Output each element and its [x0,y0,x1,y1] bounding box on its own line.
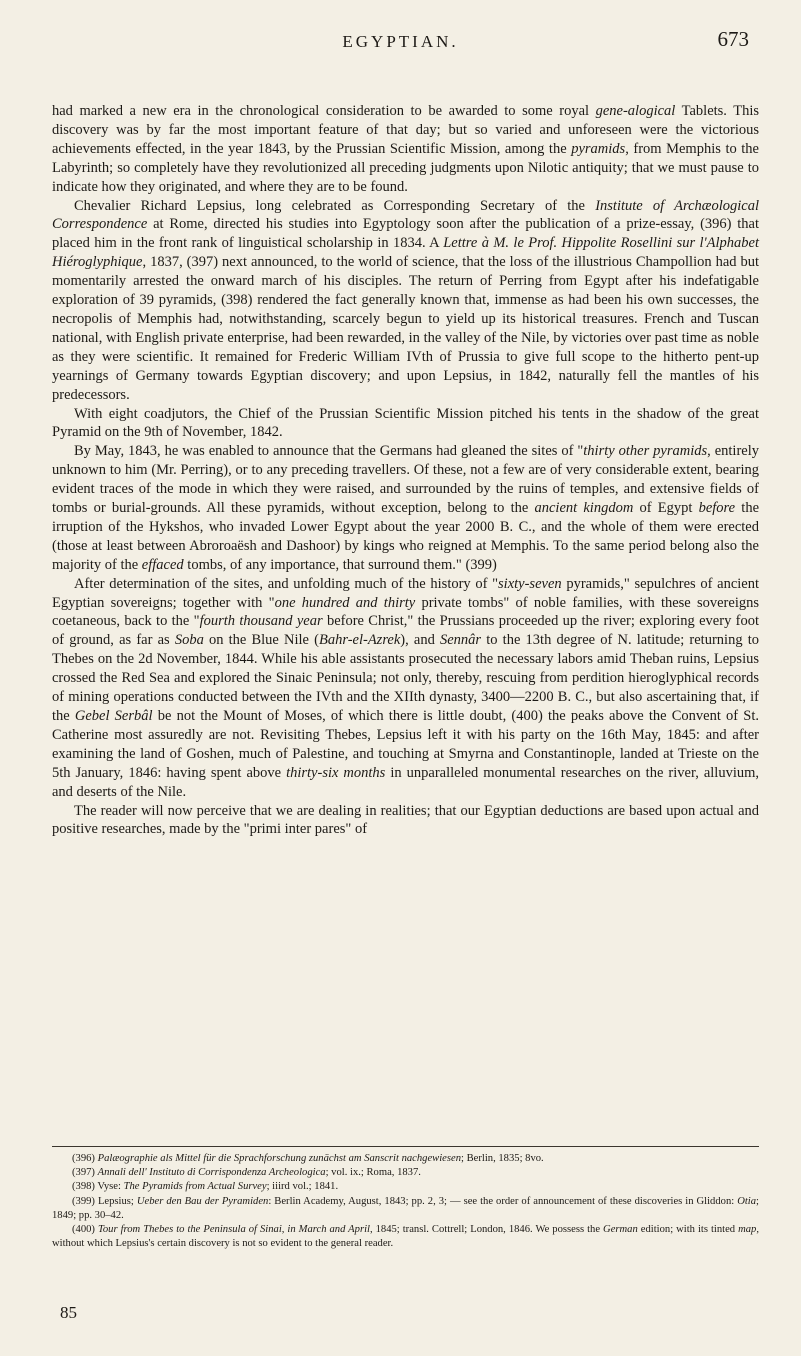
italic-text: Annali dell' Instituto di Corrispondenza Archeologica [97,1167,326,1179]
footnote-400: (400) Tour from Thebes to the Peninsula of Sinai, in March and April, 1845; transl. Cottrell; London, 1846. We possess the German edition; with its tinted map, without which Lepsius's certain discovery is not so evident to the general reader. [52,1224,760,1250]
italic-text: one hundred and thirty [274,594,416,611]
italic-text: Palæographie als Mittel für die Sprachforschung zunächst am Sanscrit nachgewiesen [97,1153,462,1164]
italic-text: Ueber den Bau der Pyramiden [136,1195,269,1207]
footnote-399: (399) Lepsius; Ueber den Bau der Pyramiden: Berlin Academy, August, 1843; pp. 2, 3; — see the order of announcement of these discoveries in Gliddon: Otia; 1849; pp. 30–42. [52,1195,759,1221]
page-number: 673 [717,27,749,51]
italic-text: thirty-six months [286,764,386,781]
italic-text: Soba [174,632,204,649]
italic-text: The Pyramids from Actual Survey [123,1181,267,1193]
paragraph-4: By May, 1843, he was enabled to announce that the Germans had gleaned the sites of "thirty other pyramids, entirely unknown to him (Mr. Perring), or to any preceding travellers. Of these, not a few are of very considerable extent, bearing evident traces of the mode in which they were raised, and surrounded by the ruins of temples, and extensive fields of tombs or burial-grounds. All these pyramids, without exception, belong to the ancient kingdom of Egypt before the irruption of the Hykshos, who invaded Lower Egypt about the year 2000 B. C., and the whole of them were erected (those at least between Abroroaësh and Dashoor) by kings who reigned at Memphis. To the same period belong also the majority of the effaced tombs, of any importance, that surround them." (399) [52,443,760,573]
italic-text: German [603,1224,638,1236]
italic-text: Bahr-el-Azrek [318,632,401,649]
italic-text: sixty-seven [498,575,562,592]
footnotes [52,1152,759,1251]
paragraph-5: After determination of the sites, and unfolding much of the history of "sixty-seven pyramids," sepulchres of ancient Egyptian sovereigns; together with "one hundred and thirty private tombs" of noble families, with these sovereigns coetaneous, back to the "fourth thousand year before Christ," the Prussians proceeded up the river; exploring every foot of ground, as far as Soba on the Blue Nile (Bahr-el-Azrek), and Sennâr to the 13th degree of N. latitude; returning to Thebes on the 2d November, 1844. While his able assistants prosecuted the necessary labors amid Theban ruins, Lepsius crossed the Red Sea and explored the Sinaic Peninsula; not only, thereby, rescuing from perdition hieroglyphical records of mining operations conducted between the IVth and the XIIth dynasty, 3400—2200 B. C., but also ascertaining that, if the Gebel Serbâl be not the Mount of Moses, of which there is little doubt, (400) the peaks above the Convent of St. Catherine most assuredly are not. Revisiting Thebes, Lepsius left it with his party on the 16th May, 1845: and after examining the land of Goshen, much of Palestine, and touching at Smyrna and Constantinople, landed at Trieste on the 5th January, 1846: having spent above thirty-six months in unparalleled monumental researches on the river, alluvium, and deserts of the Nile. [52,575,760,800]
paragraph-2: Chevalier Richard Lepsius, long celebrated as Corresponding Secretary of the Institute of Archæological Correspondence at Rome, directed his studies into Egyptology soon after the publication of a prize-essay, (396) that placed him in the front rank of linguistical scholarship in 1834. A Lettre à M. le Prof. Hippolite Rosellini sur l'Alphabet Hiéroglyphique, 1837, (397) next announced, to the world of science, that the loss of the illustrious Champollion had but momentarily arrested the onward march of his disciples. The return of Perring from Egypt after his indefatigable exploration of 39 pyramids, (398) rendered the fact generally known that, immense as had been his own successes, the necropolis of Memphis had, notwithstanding, scarcely begun to yield up its historical treasures. French and Tuscan national, with English private enterprise, had been rewarded, in the valley of the Nile, by victories over past time as noble as they were scientific. It remained for Frederic William IVth of Prussia to give full scope to the hitherto pent-up yearnings of Germany towards Egyptian discovery; and upon Lepsius, in 1842, naturally fell the mantles of his predecessors. [52,197,759,403]
italic-text: Otia [737,1195,757,1207]
italic-text: Sennâr [440,632,482,649]
paragraph-6: The reader will now perceive that we are dealing in realities; that our Egyptian deductions are based upon actual and positive researches, made by the "primi inter pares" of [52,802,759,838]
italic-text: map [738,1224,757,1236]
italic-text: before [698,500,736,517]
signature-mark: 85 [60,1303,77,1322]
footnote-rule [52,1146,759,1147]
italic-text: pyramids [571,140,626,157]
paragraph-3: With eight coadjutors, the Chief of the Prussian Scientific Mission pitched his tents in the shadow of the great Pyramid on the 9th of November, 1842. [52,405,759,441]
italic-text: effaced [141,556,184,573]
paragraph-1: had marked a new era in the chronological consideration to be awarded to some royal gene-alogical Tablets. This discovery was by far the most important feature of that day; but so varied and unforeseen were the victorious achievements effected, in the year 1843, by the Prussian Scientific Mission, among the pyramids, from Memphis to the Labyrinth; so completely have they revolutionized all preceding judgments upon Nilotic antiquity; that we must pause to indicate how they originated, and where they are to be found. [52,103,759,195]
italic-text: Gebel Serbâl [74,708,153,724]
italic-text: thirty other pyramids [583,443,708,460]
body-text [52,102,759,839]
italic-text: fourth thousand year [199,613,323,630]
italic-text: Lettre à M. le Prof. Hippolite Rosellini sur l'Alphabet Hiéroglyphique [52,235,759,271]
italic-text: Institute of Archæological Correspondence [52,197,759,233]
italic-text: Tour from Thebes to the Peninsula of Sinai, in March and April [97,1224,370,1236]
footnote-397: (397) Annali dell' Instituto di Corrispondenza Archeologica; vol. ix.; Roma, 1837. [72,1167,421,1179]
italic-text: gene-alogical [595,103,676,119]
footnote-398: (398) Vyse: The Pyramids from Actual Survey; iiird vol.; 1841. [72,1181,339,1193]
footnote-396: (396) Palæographie als Mittel für die Sprachforschung zunächst am Sanscrit nachgewiesen; Berlin, 1835; 8vo. [72,1153,544,1164]
page-header [0,24,801,68]
running-head: EGYPTIAN. [342,32,459,51]
italic-text: ancient kingdom [534,500,634,517]
